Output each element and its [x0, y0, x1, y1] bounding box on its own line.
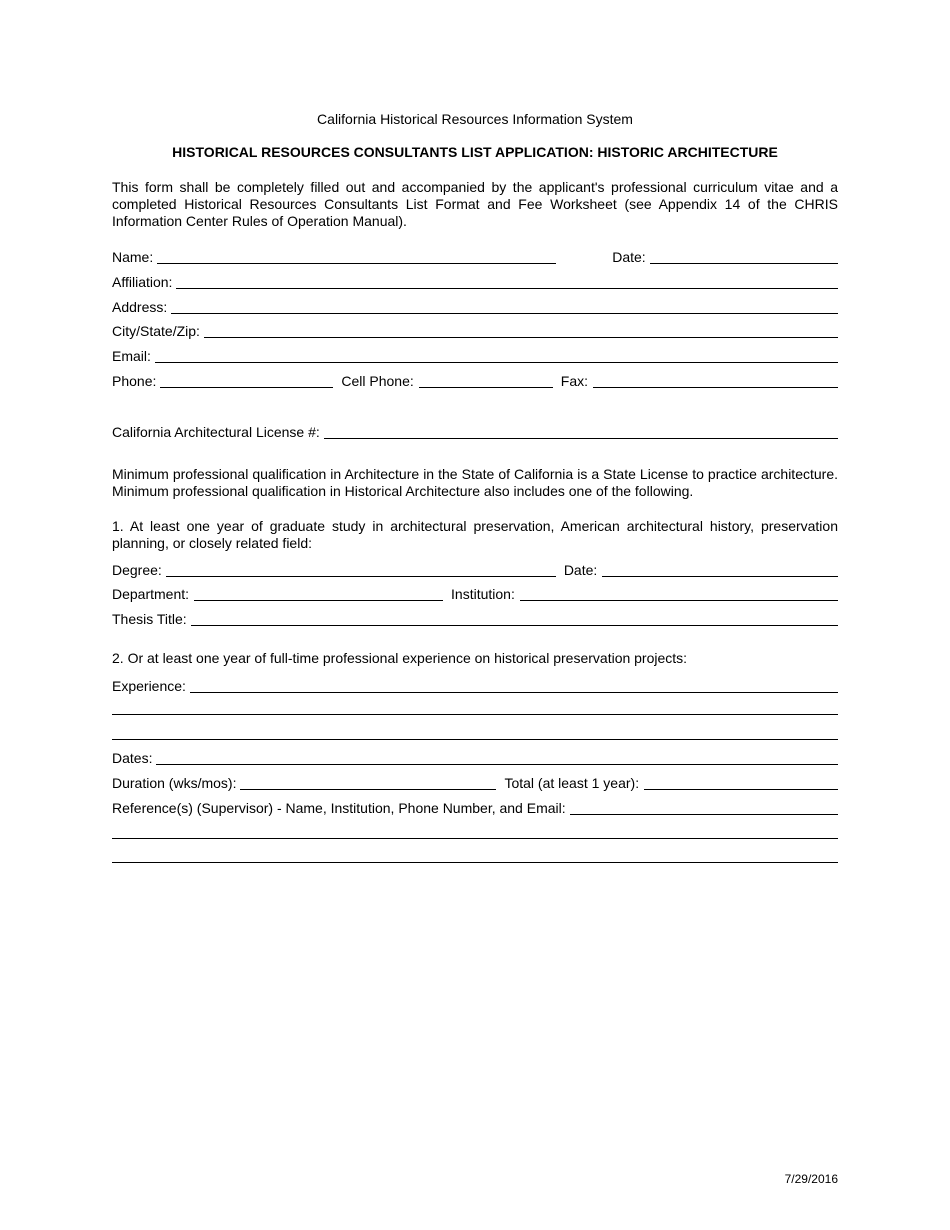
license-label: California Architectural License #:	[112, 424, 320, 440]
intro-paragraph: This form shall be completely filled out and accompanied by the applicant's professional curriculum vitae and a completed Historical Resources Consultants List Format and Fee Worksheet (see Appendix 14 of the CHRIS Information Center Rules of Operation Manual).	[112, 179, 838, 229]
experience-row	[112, 674, 838, 694]
organization-name: California Historical Resources Information System	[317, 111, 633, 127]
thesis-row	[112, 607, 838, 627]
institution-label: Institution:	[451, 586, 515, 602]
degree-label: Degree:	[112, 562, 162, 578]
phone-label: Phone:	[112, 373, 157, 389]
duration-row	[112, 771, 838, 791]
department-row	[112, 582, 838, 602]
degree-date-label: Date:	[563, 562, 598, 578]
degree-row	[112, 558, 838, 578]
duration-field[interactable]	[240, 789, 496, 790]
references-row	[112, 796, 838, 816]
affiliation-row	[112, 270, 838, 290]
thesis-title-field[interactable]	[191, 625, 838, 626]
experience-field[interactable]	[190, 692, 838, 693]
city-state-zip-label: City/State/Zip:	[112, 323, 200, 339]
email-row	[112, 344, 838, 364]
form-title: HISTORICAL RESOURCES CONSULTANTS LIST APPLICATION: HISTORIC ARCHITECTURE	[172, 144, 778, 160]
option2-paragraph: 2. Or at least one year of full-time professional experience on historical preservation projects:	[112, 650, 688, 666]
city-state-zip-field[interactable]	[204, 337, 838, 338]
date-label: Date:	[612, 249, 646, 265]
department-label: Department:	[112, 586, 190, 602]
address-row	[112, 295, 838, 315]
references-field[interactable]	[570, 814, 838, 815]
references-line-3[interactable]	[112, 862, 838, 863]
thesis-title-label: Thesis Title:	[112, 611, 187, 627]
affiliation-field[interactable]	[176, 288, 838, 289]
degree-date-field[interactable]	[602, 576, 838, 577]
fax-field[interactable]	[593, 387, 838, 388]
institution-field[interactable]	[520, 600, 838, 601]
phone-row	[112, 369, 838, 389]
degree-field[interactable]	[166, 576, 556, 577]
date-field[interactable]	[650, 263, 838, 264]
cell-phone-field[interactable]	[419, 387, 553, 388]
email-label: Email:	[112, 348, 151, 364]
name-label: Name:	[112, 249, 154, 265]
references-line-2[interactable]	[112, 838, 838, 839]
phone-field[interactable]	[160, 387, 333, 388]
references-label: Reference(s) (Supervisor) - Name, Institution, Phone Number, and Email:	[112, 800, 566, 816]
email-field[interactable]	[155, 362, 838, 363]
license-field[interactable]	[324, 438, 838, 439]
cell-phone-label: Cell Phone:	[341, 373, 414, 389]
fax-label: Fax:	[560, 373, 588, 389]
dates-field[interactable]	[156, 764, 838, 765]
name-date-row	[112, 245, 838, 265]
experience-label: Experience:	[112, 678, 186, 694]
total-label: Total (at least 1 year):	[504, 775, 640, 791]
experience-line-3[interactable]	[112, 739, 838, 740]
total-field[interactable]	[644, 789, 838, 790]
option1-paragraph: 1. At least one year of graduate study in architectural preservation, American architectural history, preservation planning, or closely related field:	[112, 518, 838, 551]
address-label: Address:	[112, 299, 168, 315]
license-row	[112, 420, 838, 440]
department-field[interactable]	[194, 600, 443, 601]
footer-date: 7/29/2016	[784, 1172, 838, 1186]
name-field[interactable]	[157, 263, 556, 264]
qualification-paragraph: Minimum professional qualification in Architecture in the State of California is a State License to practice architecture. Minimum professional qualification in Historical Architecture also includes one of the following.	[112, 466, 838, 499]
city-row	[112, 319, 838, 339]
affiliation-label: Affiliation:	[112, 274, 173, 290]
address-field[interactable]	[171, 313, 838, 314]
experience-line-2[interactable]	[112, 714, 838, 715]
dates-row	[112, 746, 838, 766]
dates-label: Dates:	[112, 750, 153, 766]
duration-label: Duration (wks/mos):	[112, 775, 237, 791]
